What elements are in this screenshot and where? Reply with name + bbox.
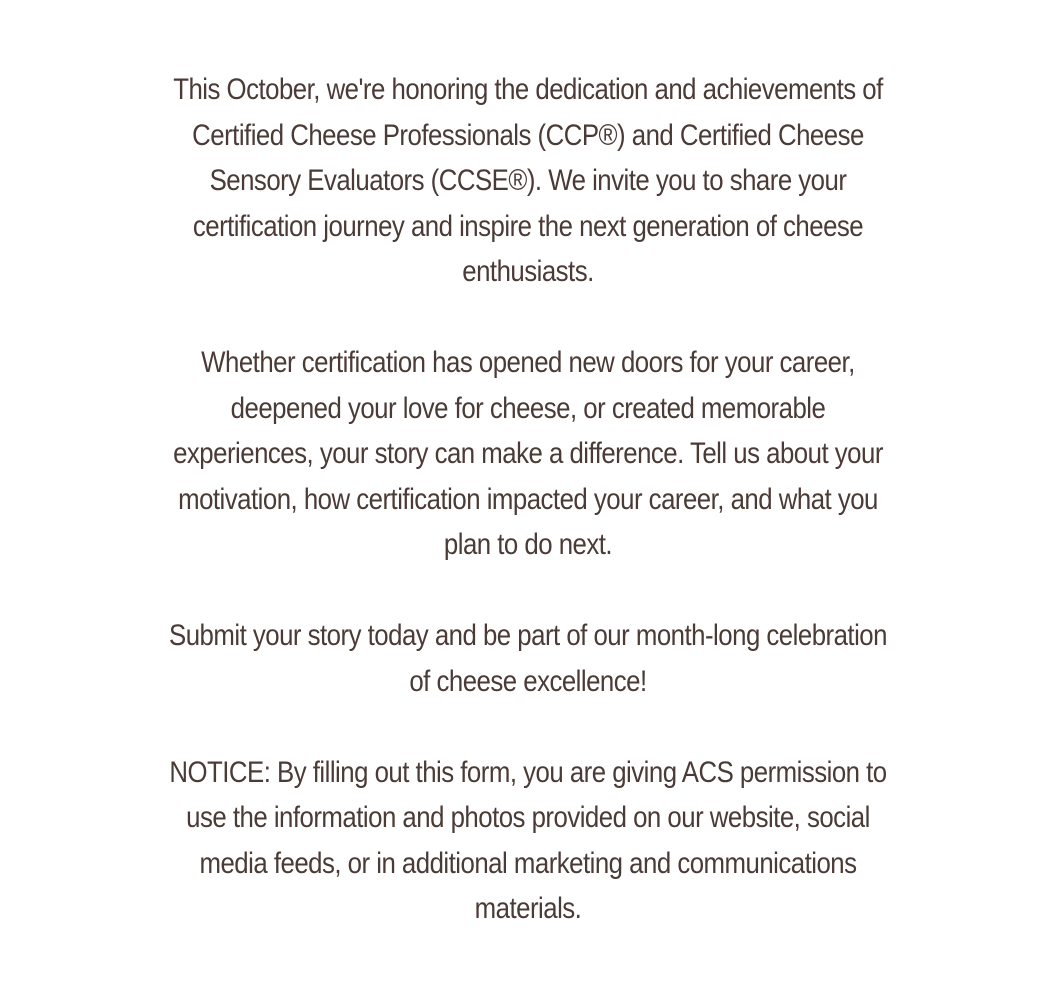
story-prompt-paragraph: Whether certification has opened new doors for your career, deepened your love for cheese, or created memorable experiences, your story can make a difference. Tell us about your motivation, how certification impacted your career, and what you plan to do next. bbox=[173, 346, 883, 561]
call-to-action-paragraph: Submit your story today and be part of our month-long celebration of cheese excellence! bbox=[169, 619, 887, 698]
intro-paragraph: This October, we're honoring the dedication and achievements of Certified Cheese Professionals (CCP®) and Certified Cheese Sensory Evaluators (CCSE®). We invite you to share your certification journey and inspire the next generation of cheese enthusiasts. bbox=[173, 73, 883, 288]
notice-paragraph: NOTICE: By filling out this form, you are giving ACS permission to use the information and photos provided on our website, social media feeds, or in additional marketing and communications materials. bbox=[169, 755, 887, 925]
form-intro-text bbox=[160, 67, 896, 932]
